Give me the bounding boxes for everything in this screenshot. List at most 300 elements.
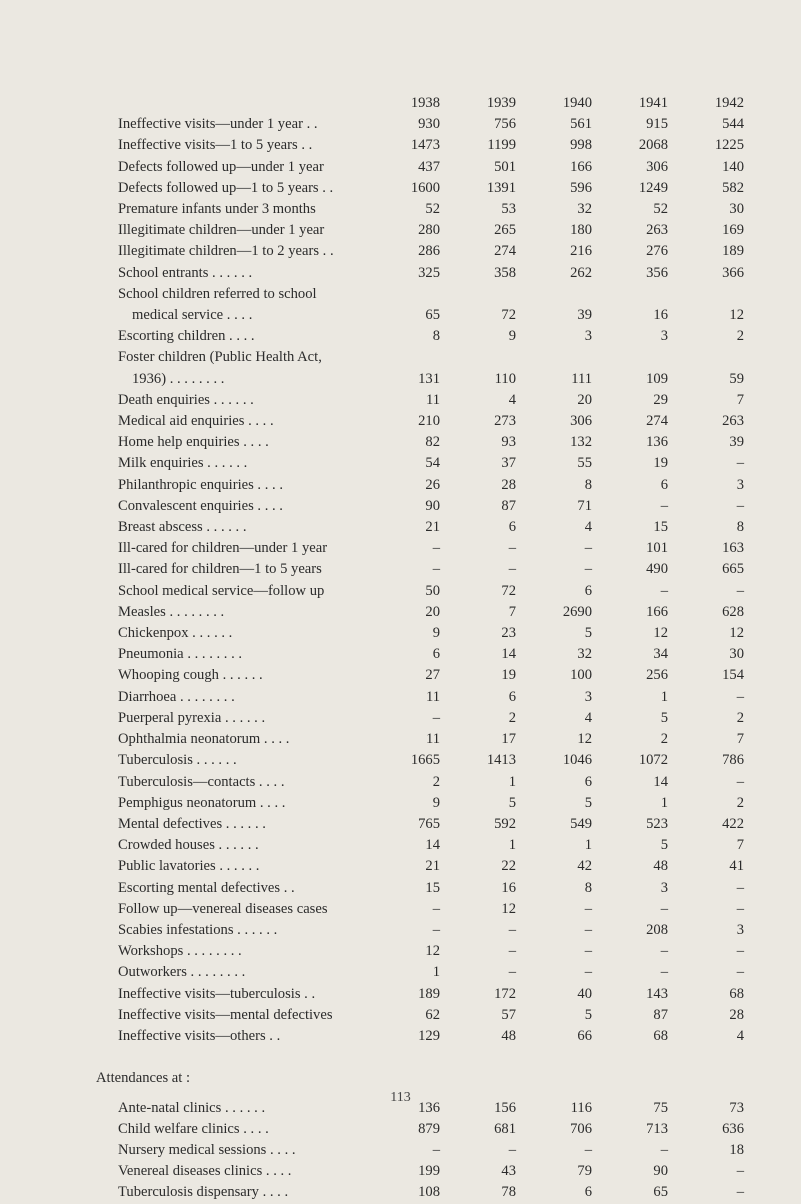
year-header: 1940 [562, 95, 592, 111]
row-label: Ineffective visits—others . . [118, 1027, 281, 1044]
value-cell: 66 [577, 1027, 592, 1044]
value-cell: 490 [646, 561, 668, 578]
value-cell: 1225 [714, 137, 744, 154]
value-cell: 706 [570, 1120, 592, 1137]
value-cell: – [736, 943, 744, 960]
value-cell: 210 [418, 413, 440, 430]
table-row [118, 496, 758, 517]
table-row [118, 729, 758, 750]
row-label: Child welfare clinics . . . . [118, 1120, 269, 1137]
value-cell: 274 [494, 243, 516, 260]
row-label: Pneumonia . . . . . . . . [118, 646, 243, 663]
table-row [118, 241, 758, 262]
value-cell: – [584, 900, 592, 917]
value-cell: 3 [736, 921, 744, 938]
value-cell: 1 [584, 837, 592, 854]
value-cell: 166 [570, 158, 592, 175]
value-cell: 136 [646, 434, 668, 451]
table-row [118, 984, 758, 1005]
row-label: Illegitimate children—1 to 2 years . . [118, 243, 334, 260]
value-cell: – [584, 964, 592, 981]
table-row [118, 814, 758, 835]
value-cell: 422 [722, 815, 744, 832]
value-cell: 265 [494, 222, 516, 239]
value-cell: 30 [729, 201, 744, 218]
value-cell: 40 [577, 985, 592, 1002]
year-header: 1938 [410, 95, 440, 111]
table-row [118, 665, 758, 686]
value-cell: 52 [425, 201, 440, 218]
value-cell: 1 [660, 794, 668, 811]
table-row [118, 559, 758, 580]
value-cell [378, 284, 454, 305]
row-label: Convalescent enquiries . . . . [118, 497, 283, 514]
value-cell: 43 [501, 1163, 516, 1180]
value-cell: 1 [660, 688, 668, 705]
value-cell: 1 [508, 837, 516, 854]
value-cell: 100 [570, 667, 592, 684]
value-cell: 437 [418, 158, 440, 175]
row-label: Ineffective visits—mental defectives [118, 1006, 333, 1023]
table-row [118, 369, 758, 390]
value-cell: 19 [653, 455, 668, 472]
value-cell: 1473 [410, 137, 440, 154]
value-cell: 180 [570, 222, 592, 239]
value-cell: 116 [570, 1099, 592, 1116]
value-cell: 14 [653, 773, 668, 790]
value-cell: 6 [584, 1184, 592, 1201]
value-cell: 55 [577, 455, 592, 472]
value-cell: 20 [577, 391, 592, 408]
value-cell: 5 [660, 709, 668, 726]
value-cell: 29 [653, 391, 668, 408]
value-cell: 549 [570, 815, 592, 832]
value-cell: 28 [501, 476, 516, 493]
value-cell: 93 [501, 434, 516, 451]
value-cell: 154 [722, 667, 744, 684]
value-cell: – [584, 561, 592, 578]
value-cell: 54 [425, 455, 440, 472]
value-cell: – [736, 455, 744, 472]
value-cell: – [736, 497, 744, 514]
value-cell: – [736, 1163, 744, 1180]
value-cell: 72 [501, 582, 516, 599]
value-cell: 636 [722, 1120, 744, 1137]
statistics-table [96, 93, 758, 1204]
value-cell: 5 [508, 794, 516, 811]
value-cell: 786 [722, 752, 744, 769]
row-label: Nursery medical sessions . . . . [118, 1141, 296, 1158]
value-cell: 2 [736, 328, 744, 345]
value-cell: 131 [418, 370, 440, 387]
page-number: 113 [390, 1090, 411, 1105]
value-cell: 73 [729, 1099, 744, 1116]
value-cell: 21 [425, 858, 440, 875]
spacer-cell [118, 1047, 758, 1068]
row-label: Ineffective visits—1 to 5 years . . [118, 137, 313, 154]
value-cell: – [736, 582, 744, 599]
rows-body [96, 114, 758, 1203]
value-cell: 87 [653, 1006, 668, 1023]
value-cell: 879 [418, 1120, 440, 1137]
value-cell: 28 [729, 1006, 744, 1023]
value-cell: – [584, 1141, 592, 1158]
row-label: Tuberculosis dispensary . . . . [118, 1184, 289, 1201]
value-cell: 7 [736, 731, 744, 748]
value-cell: 136 [418, 1099, 440, 1116]
value-cell: – [432, 900, 440, 917]
row-label: School entrants . . . . . . [118, 264, 253, 281]
table-row [118, 432, 758, 453]
value-cell: 263 [646, 222, 668, 239]
value-cell: 90 [425, 497, 440, 514]
value-cell: 1391 [486, 179, 516, 196]
value-cell: 12 [729, 625, 744, 642]
table-row [118, 708, 758, 729]
value-cell: 30 [729, 646, 744, 663]
table-row [118, 581, 758, 602]
value-cell: 50 [425, 582, 440, 599]
value-cell: 1 [508, 773, 516, 790]
row-label: medical service . . . . [132, 307, 253, 324]
value-cell: 1072 [638, 752, 668, 769]
row-label: Crowded houses . . . . . . [118, 837, 259, 854]
row-label: Home help enquiries . . . . [118, 434, 269, 451]
value-cell [454, 284, 530, 305]
value-cell: 53 [501, 201, 516, 218]
value-cell: 169 [722, 222, 744, 239]
value-cell: – [660, 497, 668, 514]
value-cell: 156 [494, 1099, 516, 1116]
table-row [118, 475, 758, 496]
row-label: Public lavatories . . . . . . [118, 858, 260, 875]
row-label: Ill-cared for children—under 1 year [118, 540, 328, 557]
value-cell: – [660, 964, 668, 981]
value-cell: 90 [653, 1163, 668, 1180]
row-label: Ineffective visits—under 1 year . . [118, 116, 318, 133]
table-row [118, 114, 758, 135]
table-row [118, 199, 758, 220]
table-row [118, 453, 758, 474]
row-label: Tuberculosis . . . . . . [118, 752, 237, 769]
year-header: 1942 [714, 95, 744, 111]
table-row [118, 750, 758, 771]
value-cell: – [432, 561, 440, 578]
value-cell: 6 [508, 519, 516, 536]
value-cell: 166 [646, 603, 668, 620]
table-row [118, 284, 758, 305]
row-label: Premature infants under 3 months [118, 201, 316, 218]
value-cell: 8 [432, 328, 440, 345]
value-cell: – [432, 1141, 440, 1158]
table-row [118, 517, 758, 538]
value-cell: 1046 [562, 752, 592, 769]
value-cell: 48 [501, 1027, 516, 1044]
value-cell: 6 [584, 582, 592, 599]
value-cell: 208 [646, 921, 668, 938]
value-cell: 628 [722, 603, 744, 620]
row-label: Chickenpox . . . . . . [118, 625, 233, 642]
table-row [118, 220, 758, 241]
value-cell: 27 [425, 667, 440, 684]
value-cell: – [508, 964, 516, 981]
value-cell: 2690 [562, 603, 592, 620]
row-label: School children referred to school [118, 285, 317, 302]
value-cell: – [736, 879, 744, 896]
label-header [118, 93, 378, 114]
value-cell: 20 [425, 603, 440, 620]
value-cell [606, 284, 682, 305]
table-row [118, 1005, 758, 1026]
value-cell: 9 [432, 625, 440, 642]
row-label: Ill-cared for children—1 to 5 years [118, 561, 322, 578]
value-cell: – [584, 921, 592, 938]
value-cell: 41 [729, 858, 744, 875]
row-label: Foster children (Public Health Act, [118, 349, 322, 366]
value-cell: – [736, 964, 744, 981]
value-cell: 189 [722, 243, 744, 260]
value-cell: 78 [501, 1184, 516, 1201]
value-cell: – [508, 540, 516, 557]
row-label: Workshops . . . . . . . . [118, 943, 242, 960]
value-cell: 276 [646, 243, 668, 260]
value-cell: 21 [425, 519, 440, 536]
value-cell: 11 [425, 731, 440, 748]
value-cell: – [584, 540, 592, 557]
value-cell: 62 [425, 1006, 440, 1023]
value-cell: 325 [418, 264, 440, 281]
value-cell: 129 [418, 1027, 440, 1044]
value-cell: – [736, 1184, 744, 1201]
value-cell: 8 [584, 879, 592, 896]
value-cell: 8 [736, 519, 744, 536]
row-label: Outworkers . . . . . . . . [118, 964, 246, 981]
value-cell: 3 [660, 879, 668, 896]
table-row [118, 623, 758, 644]
value-cell: – [660, 582, 668, 599]
value-cell: 6 [584, 773, 592, 790]
table-row [118, 1182, 758, 1203]
value-cell: 561 [570, 116, 592, 133]
table-row [118, 326, 758, 347]
value-cell: – [660, 1141, 668, 1158]
value-cell: 366 [722, 264, 744, 281]
value-cell: 6 [432, 646, 440, 663]
value-cell: 109 [646, 370, 668, 387]
row-label: Diarrhoea . . . . . . . . [118, 688, 235, 705]
value-cell [606, 347, 682, 368]
row-label: Tuberculosis—contacts . . . . [118, 773, 285, 790]
value-cell: 34 [653, 646, 668, 663]
value-cell: 5 [584, 794, 592, 811]
value-cell: 1249 [638, 179, 668, 196]
value-cell: 582 [722, 179, 744, 196]
section-heading-row [118, 1068, 758, 1089]
year-header-row [118, 93, 758, 114]
table-row [118, 1161, 758, 1182]
row-label: 1936) . . . . . . . . [132, 370, 225, 387]
value-cell: 765 [418, 815, 440, 832]
value-cell: 9 [432, 794, 440, 811]
row-label: Philanthropic enquiries . . . . [118, 476, 283, 493]
value-cell: 32 [577, 201, 592, 218]
value-cell [682, 284, 758, 305]
row-label: Medical aid enquiries . . . . [118, 413, 274, 430]
row-label: Escorting mental defectives . . [118, 879, 295, 896]
value-cell: 71 [577, 497, 592, 514]
value-cell: 32 [577, 646, 592, 663]
value-cell: 172 [494, 985, 516, 1002]
value-cell: – [736, 900, 744, 917]
value-cell: 1600 [410, 179, 440, 196]
value-cell: 14 [425, 837, 440, 854]
row-label: Breast abscess . . . . . . [118, 519, 247, 536]
row-label: Ophthalmia neonatorum . . . . [118, 731, 290, 748]
value-cell: 12 [729, 307, 744, 324]
value-cell: 17 [501, 731, 516, 748]
value-cell: 3 [660, 328, 668, 345]
row-label: Milk enquiries . . . . . . [118, 455, 248, 472]
value-cell: 12 [653, 625, 668, 642]
value-cell: 12 [577, 731, 592, 748]
table-row [118, 1119, 758, 1140]
value-cell: 930 [418, 116, 440, 133]
spacer-row [118, 1047, 758, 1068]
value-cell: 681 [494, 1120, 516, 1137]
value-cell: 998 [570, 137, 592, 154]
value-cell: 915 [646, 116, 668, 133]
value-cell: – [432, 709, 440, 726]
value-cell: 37 [501, 455, 516, 472]
value-cell: 11 [425, 688, 440, 705]
value-cell: 52 [653, 201, 668, 218]
value-cell [682, 347, 758, 368]
value-cell: 2 [508, 709, 516, 726]
row-label: Illegitimate children—under 1 year [118, 222, 325, 239]
table-row [118, 1026, 758, 1047]
table-row [118, 793, 758, 814]
value-cell: 2068 [638, 137, 668, 154]
value-cell: 356 [646, 264, 668, 281]
attendances-heading: Attendances at : [96, 1070, 191, 1087]
value-cell: 18 [729, 1141, 744, 1158]
table-row [118, 878, 758, 899]
row-label: Scabies infestations . . . . . . [118, 921, 278, 938]
value-cell: 262 [570, 264, 592, 281]
value-cell: – [432, 921, 440, 938]
value-cell: 665 [722, 561, 744, 578]
value-cell: 75 [653, 1099, 668, 1116]
year-header: 1939 [486, 95, 516, 111]
value-cell: 26 [425, 476, 440, 493]
row-label: Ineffective visits—tuberculosis . . [118, 985, 316, 1002]
value-cell: 3 [584, 688, 592, 705]
value-cell: 544 [722, 116, 744, 133]
value-cell: 65 [653, 1184, 668, 1201]
row-label: Mental defectives . . . . . . [118, 815, 266, 832]
value-cell: 15 [425, 879, 440, 896]
table-row [118, 835, 758, 856]
value-cell: 111 [571, 370, 592, 387]
value-cell: 23 [501, 625, 516, 642]
table-row [118, 263, 758, 284]
value-cell: 4 [508, 391, 516, 408]
value-cell: – [432, 540, 440, 557]
value-cell: 4 [736, 1027, 744, 1044]
table-row [118, 135, 758, 156]
value-cell: 306 [646, 158, 668, 175]
table-row [118, 602, 758, 623]
value-cell: 3 [736, 476, 744, 493]
year-header: 1941 [638, 95, 668, 111]
value-cell: 59 [729, 370, 744, 387]
value-cell: 7 [508, 603, 516, 620]
table-row [118, 644, 758, 665]
table-row [118, 856, 758, 877]
value-cell: – [508, 943, 516, 960]
value-cell: 4 [584, 709, 592, 726]
value-cell: 1199 [487, 137, 516, 154]
value-cell: 280 [418, 222, 440, 239]
table-row [118, 157, 758, 178]
value-cell: 274 [646, 413, 668, 430]
value-cell: – [584, 943, 592, 960]
value-cell: 72 [501, 307, 516, 324]
value-cell: 22 [501, 858, 516, 875]
value-cell: 2 [660, 731, 668, 748]
value-cell: 68 [653, 1027, 668, 1044]
row-label: Follow up—venereal diseases cases [118, 900, 328, 917]
value-cell: 5 [660, 837, 668, 854]
value-cell: 256 [646, 667, 668, 684]
value-cell: 523 [646, 815, 668, 832]
table-row [118, 962, 758, 983]
value-cell: 501 [494, 158, 516, 175]
row-label: Ante-natal clinics . . . . . . [118, 1099, 266, 1116]
table-row [118, 687, 758, 708]
row-label: Escorting children . . . . [118, 328, 255, 345]
value-cell: 39 [577, 307, 592, 324]
value-cell: 11 [425, 391, 440, 408]
value-cell: 358 [494, 264, 516, 281]
row-label: Whooping cough . . . . . . [118, 667, 263, 684]
table-row [118, 305, 758, 326]
value-cell: 68 [729, 985, 744, 1002]
value-cell: 2 [736, 794, 744, 811]
value-cell: 9 [508, 328, 516, 345]
value-cell: 713 [646, 1120, 668, 1137]
row-label: Measles . . . . . . . . [118, 603, 225, 620]
value-cell: 8 [584, 476, 592, 493]
value-cell: 1413 [486, 752, 516, 769]
value-cell: 108 [418, 1184, 440, 1201]
value-cell: 2 [432, 773, 440, 790]
table-row [118, 411, 758, 432]
value-cell: 42 [577, 858, 592, 875]
table-row [118, 178, 758, 199]
row-label: School medical service—follow up [118, 582, 325, 599]
table-row [118, 920, 758, 941]
table-row [118, 390, 758, 411]
value-cell: 2 [736, 709, 744, 726]
value-cell: – [660, 943, 668, 960]
table-row [118, 347, 758, 368]
value-cell: 57 [501, 1006, 516, 1023]
value-cell: 19 [501, 667, 516, 684]
row-label: Death enquiries . . . . . . [118, 391, 254, 408]
value-cell [378, 347, 454, 368]
value-cell: 140 [722, 158, 744, 175]
